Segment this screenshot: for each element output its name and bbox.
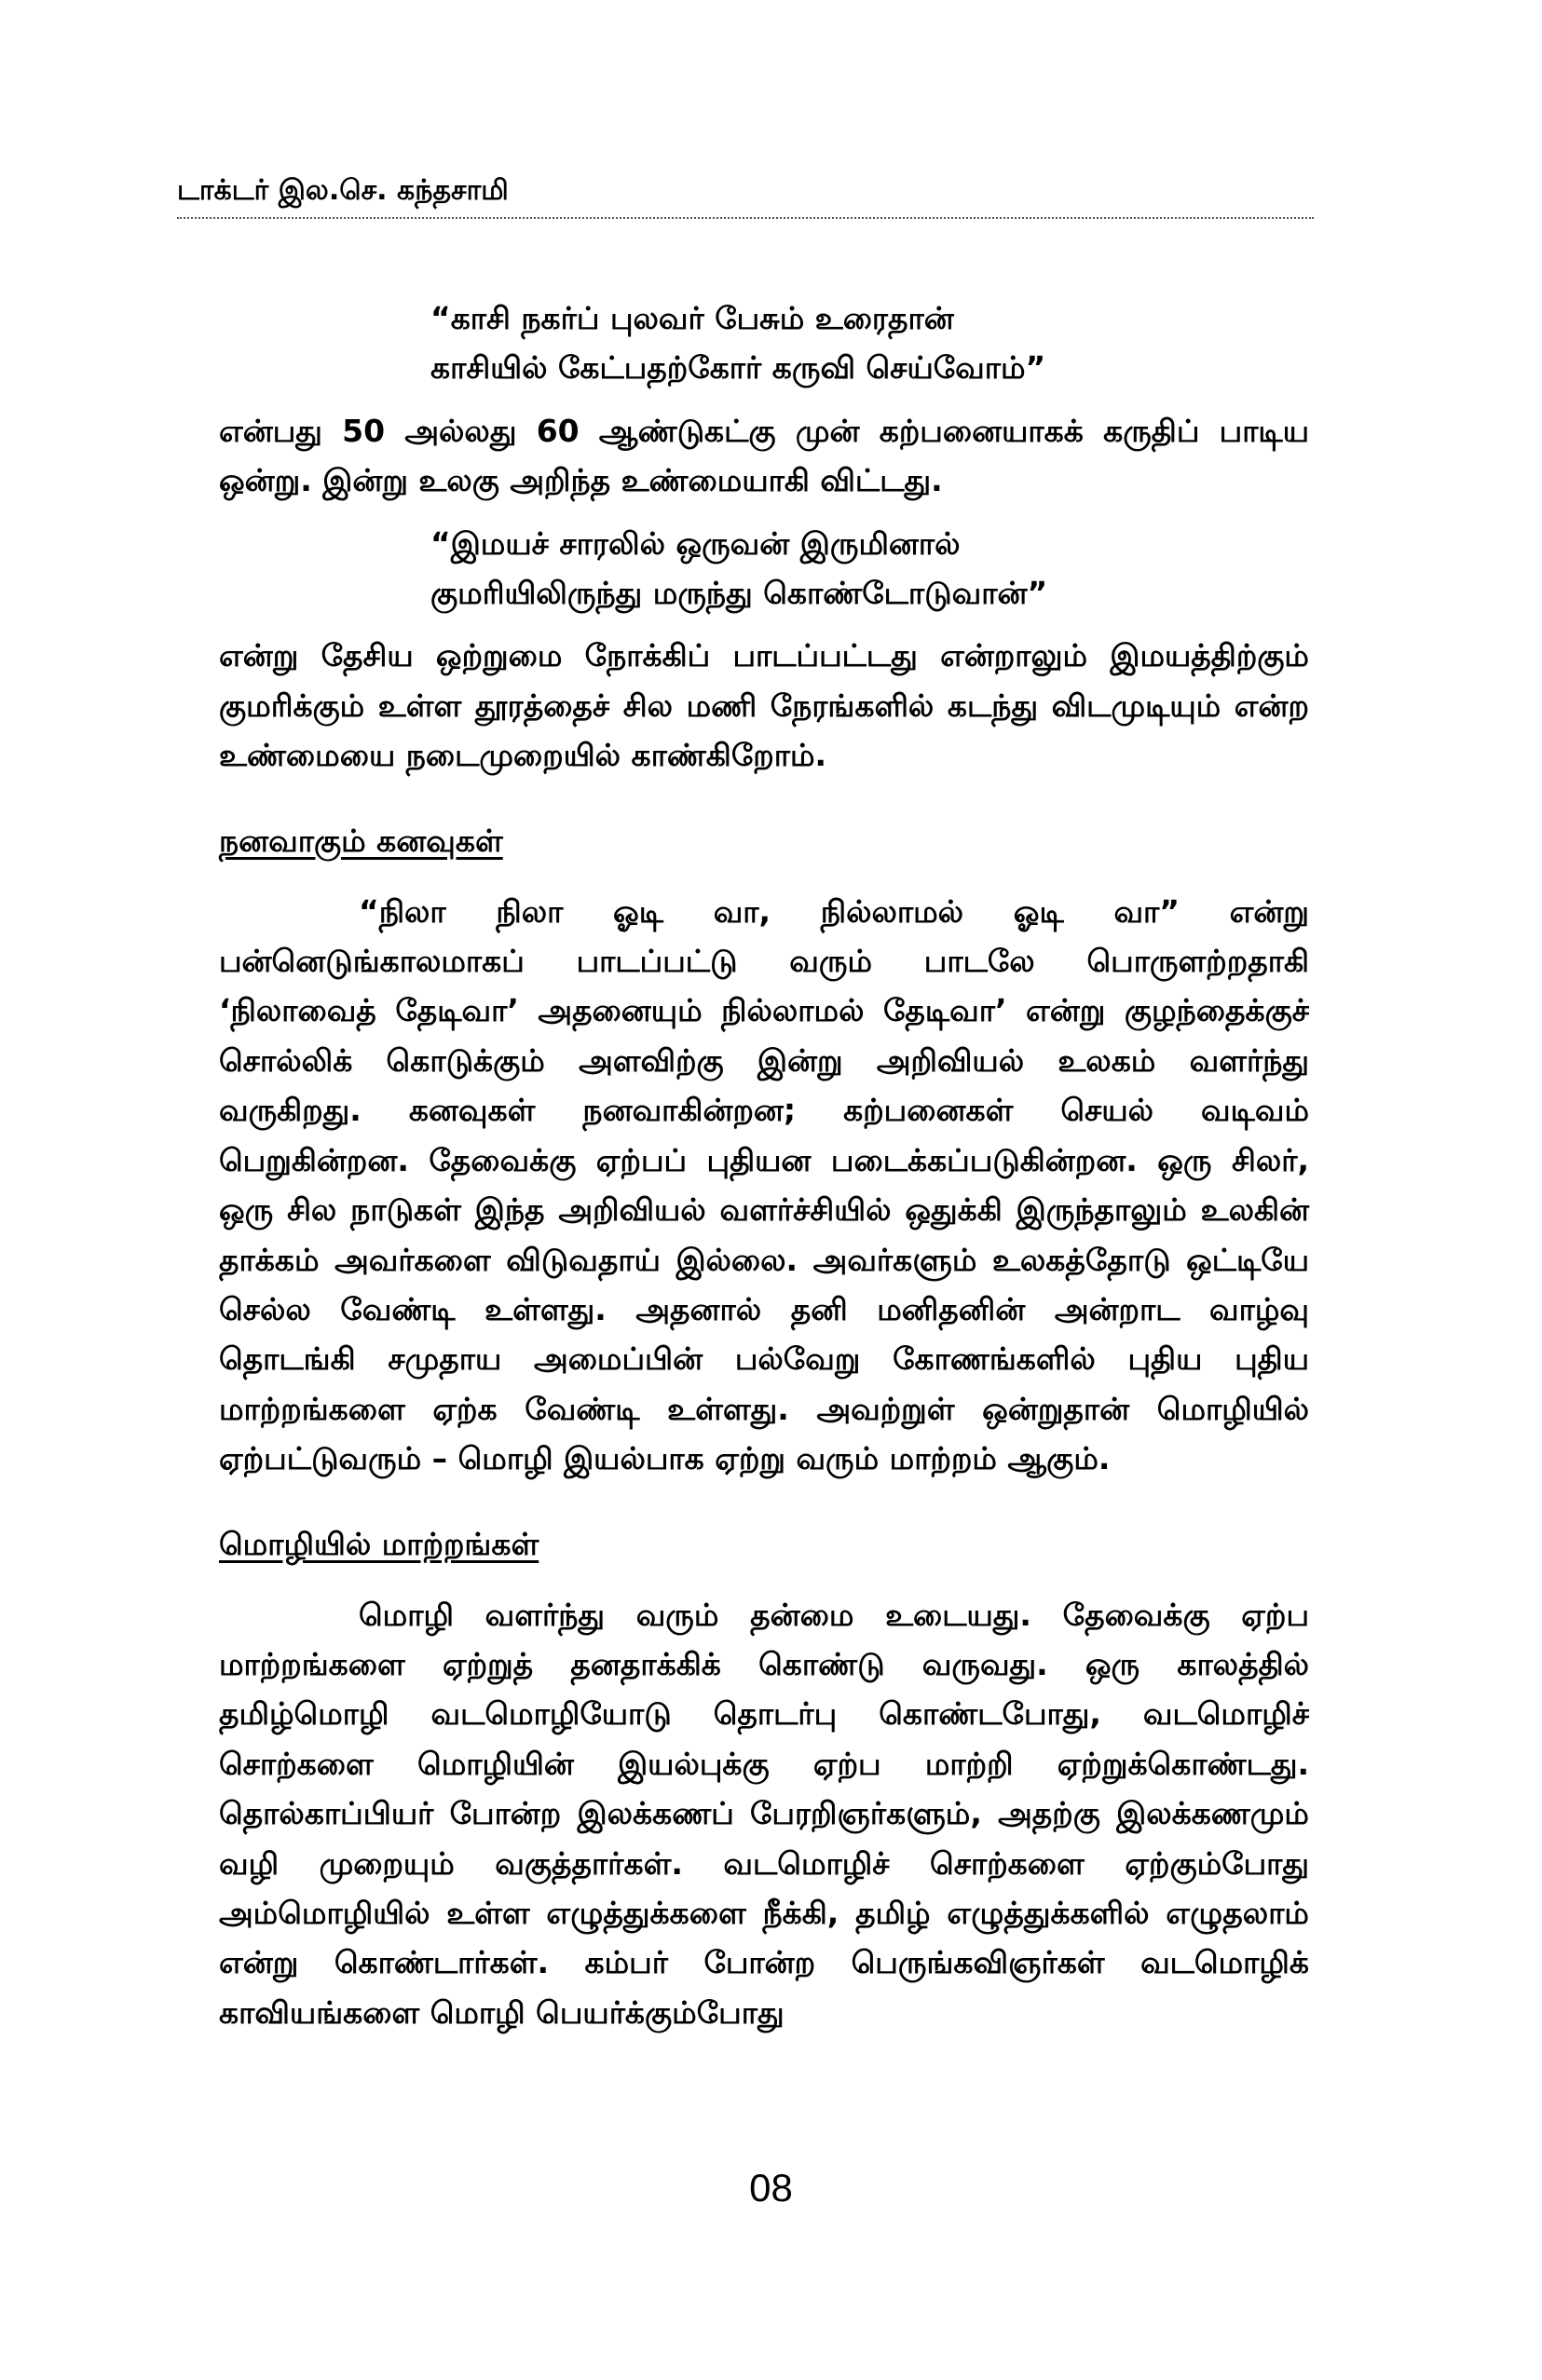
section-heading-dreams: நனவாகும் கனவுகள் — [219, 822, 503, 859]
verse-line: “காசி நகர்ப் புலவர் பேசும் உரைதான் — [430, 300, 954, 336]
running-header-author: டாக்டர் இல.செ. கந்தசாமி — [177, 174, 509, 207]
verse-imayam — [430, 519, 1309, 619]
page-number: 08 — [749, 2166, 793, 2210]
verse-line: “இமயச் சாரலில் ஒருவன் இருமினால் — [430, 524, 961, 562]
paragraph: என்று தேசிய ஒற்றுமை நோக்கிப் பாடப்பட்டது என்றாலும் இமயத்திற்கும் குமரிக்கும் உள்ள தூரத்தைச் சில மணி நேரங்களில் கடந்து விடமுடியும் என்ற உண்மையை நடைமுறையில் காண்கிறோம். — [219, 637, 1309, 774]
paragraph: மொழி வளர்ந்து வரும் தன்மை உடையது. தேவைக்கு ஏற்ப மாற்றங்களை ஏற்றுத் தனதாக்கிக் கொண்டு வருவது. ஒரு காலத்தில் தமிழ்மொழி வடமொழியோடு தொடர்பு கொண்டபோது, வடமொழிச் சொற்களை மொழியின் இயல்புக்கு ஏற்ப மாற்றி ஏற்றுக்கொண்டது. தொல்காப்பியர் போன்ற இலக்கணப் பேரறிஞர்களும், அதற்கு இலக்கணமும் வழி முறையும் வகுத்தார்கள். வடமொழிச் சொற்களை ஏற்கும்போது அம்மொழியில் உள்ள எழுத்துக்களை நீக்கி, தமிழ் எழுத்துக்களில் எழுதலாம் என்று கொண்டார்கள். கம்பர் போன்ற பெருங்கவிஞர்கள் வடமொழிக் காவியங்களை மொழி பெயர்க்கும்போது — [219, 1596, 1309, 2031]
paragraph: “நிலா நிலா ஓடி வா, நில்லாமல் ஓடி வா” என்று பன்னெடுங்காலமாகப் பாடப்பட்டு வரும் பாடலே பொருளற்றதாகி ‘நிலாவைத் தேடிவா’ அதனையும் நில்லாமல் தேடிவா’ என்று குழந்தைக்குச் சொல்லிக் கொடுக்கும் அளவிற்கு இன்று அறிவியல் உலகம் வளர்ந்து வருகிறது. கனவுகள் நனவாகின்றன; கற்பனைகள் செயல் வடிவம் பெறுகின்றன. தேவைக்கு ஏற்பப் புதியன படைக்கப்படுகின்றன. ஒரு சிலர், ஒரு சில நாடுகள் இந்த அறிவியல் வளர்ச்சியில் ஒதுக்கி இருந்தாலும் உலகின் தாக்கம் அவர்களை விடுவதாய் இல்லை. அவர்களும் உலகத்தோடு ஒட்டியே செல்ல வேண்டி உள்ளது. அதனால் தனி மனிதனின் அன்றாட வாழ்வு தொடங்கி சமுதாய அமைப்பின் பல்வேறு கோணங்களில் புதிய புதிய மாற்றங்களை ஏற்க வேண்டி உள்ளது. அவற்றுள் ஒன்றுதான் மொழியில் ஏற்பட்டுவரும் – மொழி இயல்பாக ஏற்று வரும் மாற்றம் ஆகும். — [219, 892, 1309, 1477]
verse-line: குமரியிலிருந்து மருந்து கொண்டோடுவான்” — [430, 575, 1048, 612]
paragraph: என்பது 50 அல்லது 60 ஆண்டுகட்கு முன் கற்பனையாகக் கருதிப் பாடிய ஒன்று. இன்று உலகு அறிந்த உண்மையாகி விட்டது. — [219, 412, 1309, 499]
verse-kasi — [430, 293, 1309, 393]
header-dotted-rule — [177, 217, 1314, 219]
page-content — [219, 293, 1309, 2050]
section-heading-language-changes: மொழியில் மாற்றங்கள் — [219, 1525, 539, 1562]
verse-line: காசியில் கேட்பதற்கோர் கருவி செய்வோம்” — [430, 349, 1046, 387]
